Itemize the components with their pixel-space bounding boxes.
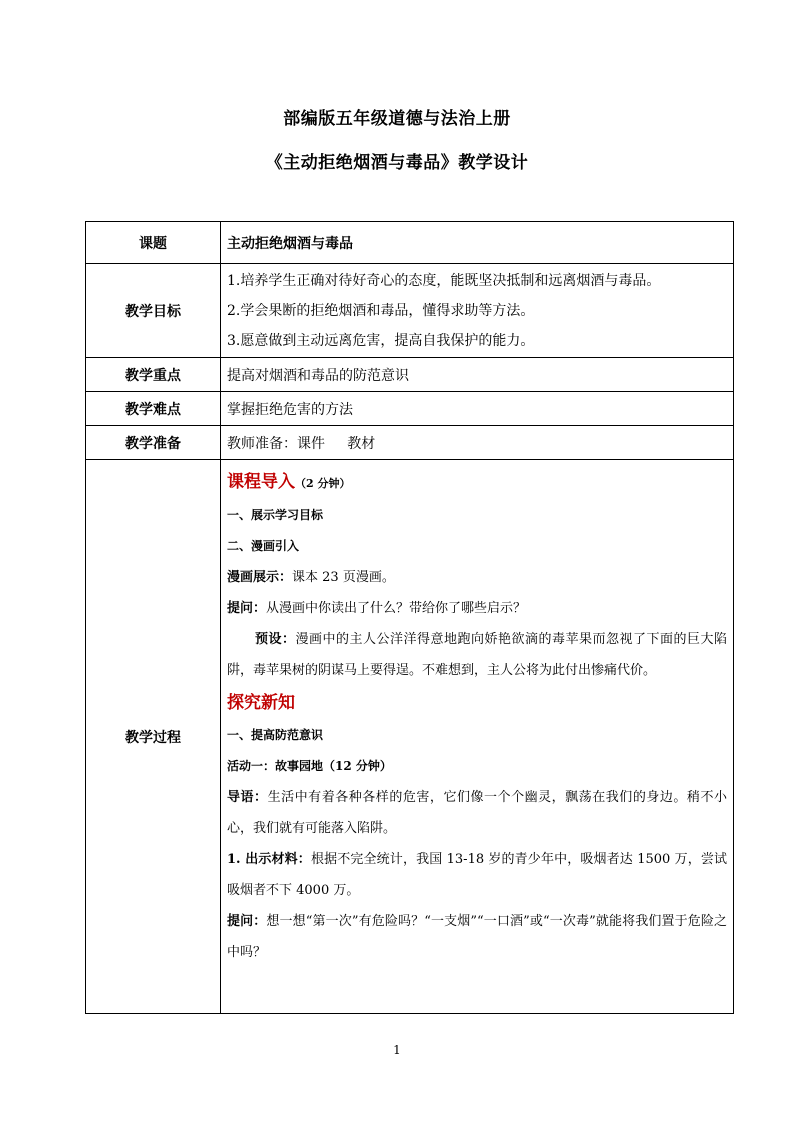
activity-1: 活动一：故事园地（12 分钟）: [227, 759, 392, 773]
value-difficulty: 掌握拒绝危害的方法: [221, 392, 734, 426]
label-process: 教学过程: [86, 460, 221, 1014]
value-focus: 提高对烟酒和毒品的防范意识: [221, 358, 734, 392]
label-focus: 教学重点: [86, 358, 221, 392]
step-2: 二、漫画引入: [227, 539, 300, 553]
material-text: 根据不完全统计，我国 13-18 岁的青少年中，吸烟者达 1500 万，尝试吸烟者不下 4000 万。: [227, 852, 727, 898]
question2-text: 想一想“第一次”有危险吗？“一支烟”“一口酒”或“一次毒”就能将我们置于危险之中吗？: [227, 914, 727, 960]
value-process: [221, 460, 734, 1014]
preset-label: 预设：: [255, 632, 296, 647]
guide-text: 生活中有着各种各样的危害，它们像一个个幽灵，飘荡在我们的身边。稍不小心，我们就有可能落入陷阱。: [227, 790, 727, 836]
material-paragraph: [227, 844, 727, 906]
goal-item: 3.愿意做到主动远离危害，提高自我保护的能力。: [227, 332, 535, 349]
guide-label: 导语：: [227, 790, 268, 805]
row-difficulty: [86, 392, 734, 426]
intro-heading: [227, 466, 727, 500]
row-goals: [86, 264, 734, 358]
value-topic: 主动拒绝烟酒与毒品: [221, 222, 734, 264]
value-prep: 教师准备：课件 教材: [221, 426, 734, 460]
intro-heading-text: 课程导入: [227, 472, 295, 492]
row-prep: [86, 426, 734, 460]
question-label: 提问：: [227, 601, 267, 616]
goal-item: 1.培养学生正确对待好奇心的态度，能既坚决抵制和远离烟酒与毒品。: [227, 272, 661, 289]
label-difficulty: 教学难点: [86, 392, 221, 426]
label-goals: 教学目标: [86, 264, 221, 358]
document-subtitle: 《主动拒绝烟酒与毒品》教学设计: [265, 153, 529, 173]
comic-line: [227, 562, 727, 593]
label-topic: 课题: [86, 222, 221, 264]
intro-time: （2 分钟）: [295, 477, 351, 490]
label-prep: 教学准备: [86, 426, 221, 460]
page-number: 1: [393, 1043, 401, 1057]
row-process: [86, 460, 734, 1014]
row-topic: [86, 222, 734, 264]
section-1: 一、提高防范意识: [227, 728, 324, 742]
step-1: 一、展示学习目标: [227, 508, 324, 522]
document-title: 部编版五年级道德与法治上册: [283, 109, 511, 129]
comic-label: 漫画展示：: [227, 570, 293, 585]
question2-label: 提问：: [227, 914, 267, 929]
question-text: 从漫画中你读出了什么？带给你了哪些启示？: [266, 601, 527, 616]
question-line: [227, 593, 727, 624]
question2-paragraph: [227, 906, 727, 968]
preset-paragraph: [227, 624, 727, 686]
guide-paragraph: [227, 782, 727, 844]
goal-item: 2.学会果断的拒绝烟酒和毒品，懂得求助等方法。: [227, 302, 535, 319]
material-label: 1. 出示材料：: [227, 852, 311, 867]
preset-text: 漫画中的主人公洋洋得意地跑向娇艳欲滴的毒苹果而忽视了下面的巨大陷阱，毒苹果树的阴谋马上要得逞。不难想到，主人公将为此付出惨痛代价。: [227, 632, 727, 678]
value-goals: [221, 264, 734, 358]
row-focus: [86, 358, 734, 392]
comic-text: 课本 23 页漫画。: [292, 570, 395, 585]
lesson-plan-table: [85, 221, 734, 1014]
explore-heading: 探究新知: [227, 693, 295, 713]
